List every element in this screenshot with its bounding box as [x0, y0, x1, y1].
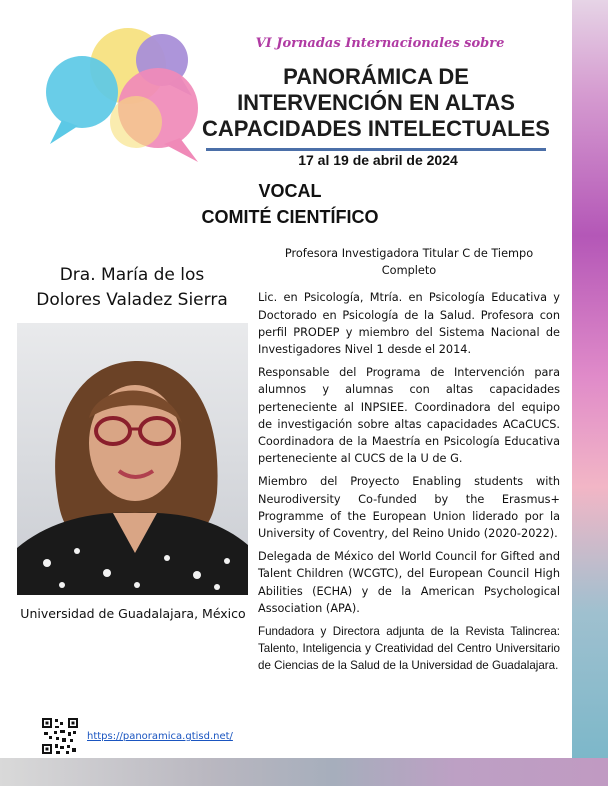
- event-title-line-2: INTERVENCIÓN EN ALTAS: [237, 90, 515, 115]
- person-name-line-1: Dra. María de los: [59, 265, 205, 285]
- role-line-2: COMITÉ CIENTÍFICO: [201, 207, 379, 227]
- bio-paragraph-3: Miembro del Proyecto Enabling students with Neurodiversity Co-funded by the Erasmus+ Programme of the European Union liderado por la University of Coventry, del Reino Unido (2020-2022).: [258, 475, 560, 541]
- portrait-photo: [17, 323, 248, 595]
- bio-paragraph-5: Fundadora y Directora adjunta de la Revista Talincrea: Talento, Inteligencia y Creatividad del Centro Universitario de Ciencias de la Salud de la Universidad de Guadalajara.: [258, 625, 560, 673]
- speech-bubbles-logo-icon: [40, 26, 210, 176]
- person-affiliation: Universidad de Guadalajara, México: [20, 606, 246, 621]
- title-divider: [206, 148, 546, 151]
- event-website-link[interactable]: https://panoramica.gtisd.net/: [87, 731, 233, 742]
- person-name: [14, 263, 250, 313]
- decorative-right-band: [572, 0, 608, 786]
- bio-paragraph-1: Lic. en Psicología, Mtría. en Psicología Educativa y Doctorado en Psicología de la Salud. Profesora con perfil PRODEP y miembro del Sistema Nacional de Investigadores Nivel 1 desde el 2014.: [258, 291, 560, 357]
- event-subtitle: VI Jornadas Internacionales sobre: [255, 36, 505, 51]
- event-title-line-3: CAPACIDADES INTELECTUALES: [202, 116, 550, 141]
- biography: [258, 245, 560, 681]
- bio-paragraph-2: Responsable del Programa de Intervención para alumnos y alumnas con altas capacidades perteneciente al INPSIEE. Coordinadora del equipo de investigación sobre altas capacidades ACaCUCS. Coordinadora de la Maestría en Psicología Educativa perteneciente al CUCS de la U de G.: [258, 366, 560, 466]
- bio-paragraph-4: Delegada de México del World Council for Gifted and Talent Children (WCGTC), del European Council High Abilities (ECHA) y de la American Psychological Association (APA).: [258, 550, 560, 615]
- person-name-line-2: Dolores Valadez Sierra: [36, 290, 228, 310]
- event-date: 17 al 19 de abril de 2024: [298, 152, 458, 168]
- role-heading: [150, 178, 430, 230]
- event-title: [186, 64, 566, 142]
- event-title-line-1: PANORÁMICA DE: [283, 64, 469, 89]
- bio-position: Profesora Investigadora Titular C de Tiempo Completo: [284, 247, 534, 278]
- decorative-bottom-band: [0, 758, 608, 786]
- role-line-1: VOCAL: [258, 181, 322, 201]
- qr-code-icon: [42, 718, 78, 754]
